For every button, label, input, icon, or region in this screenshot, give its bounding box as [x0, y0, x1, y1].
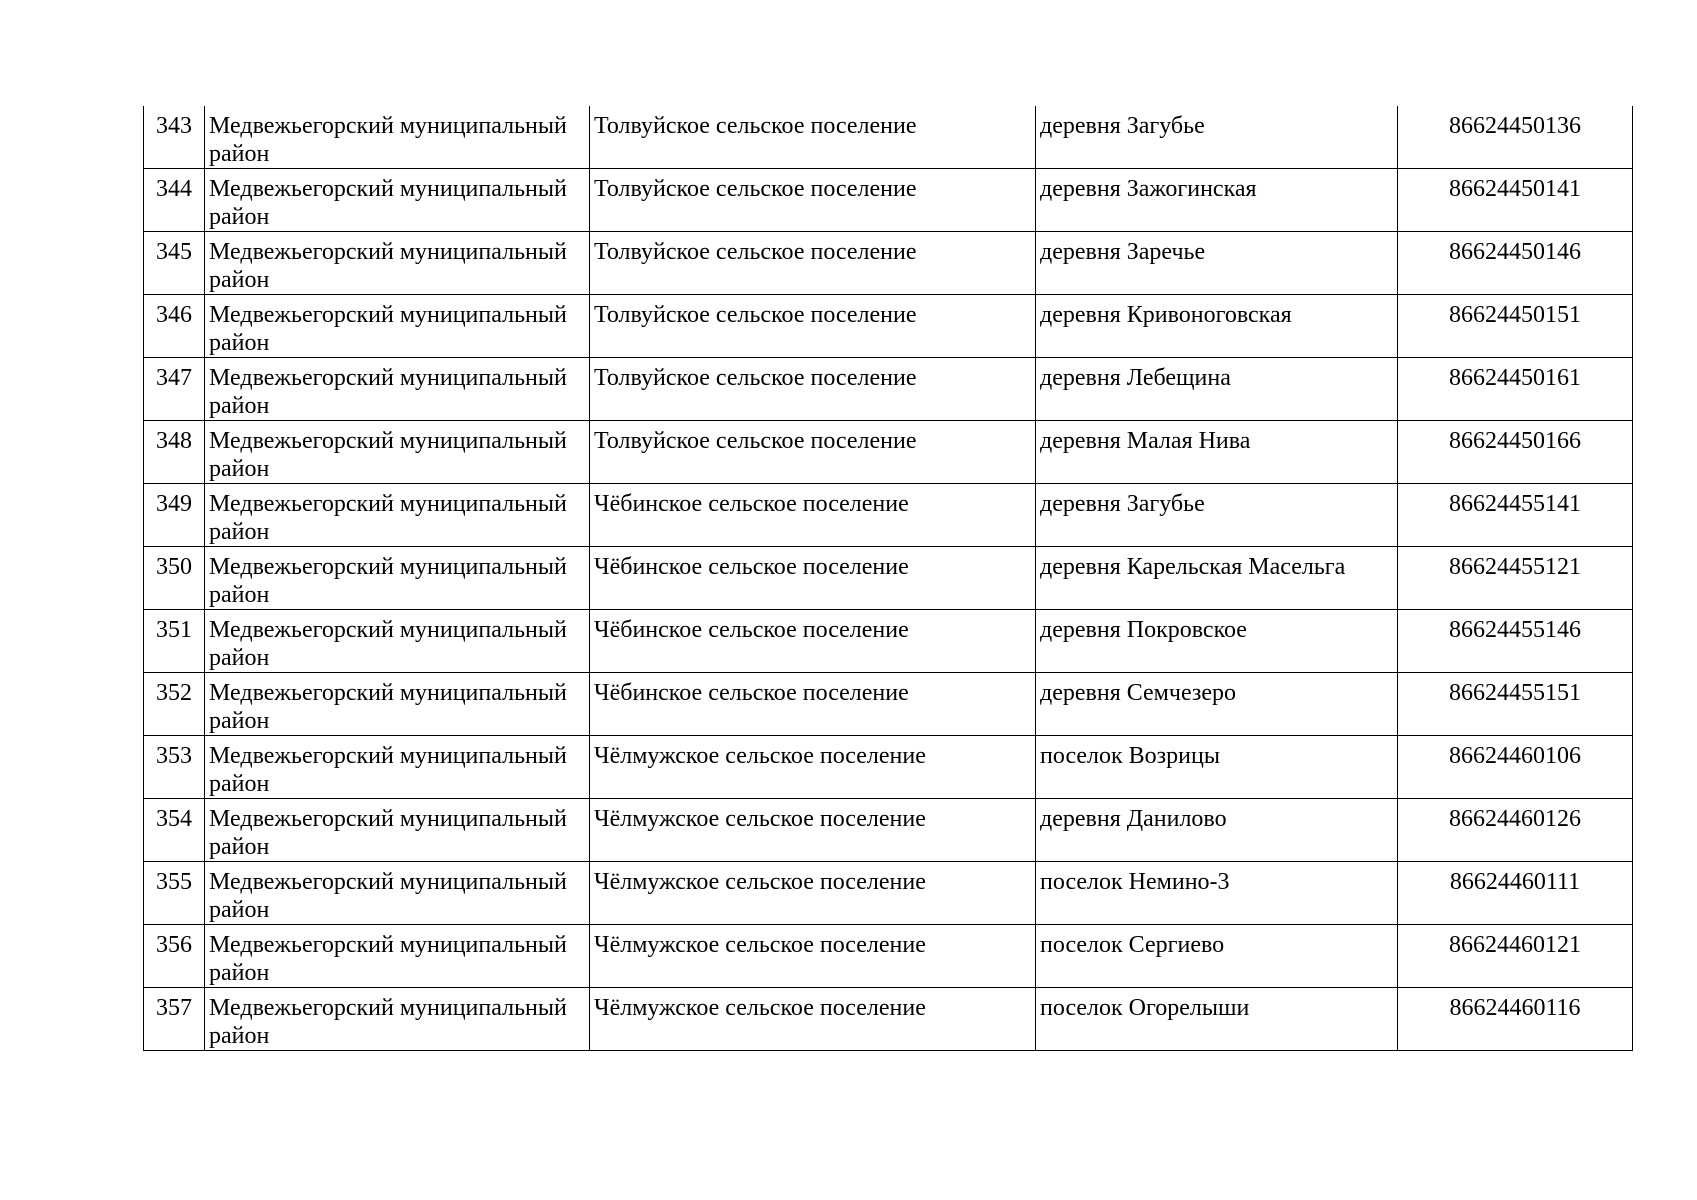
row-number: 351 [144, 610, 205, 673]
table-row [144, 862, 1633, 925]
locality-cell: поселок Немино-3 [1036, 862, 1398, 925]
table-row [144, 988, 1633, 1051]
row-number: 346 [144, 295, 205, 358]
row-number: 353 [144, 736, 205, 799]
oktmo-code-cell: 86624460116 [1398, 988, 1633, 1051]
row-number: 352 [144, 673, 205, 736]
locality-cell: деревня Покровское [1036, 610, 1398, 673]
oktmo-code-cell: 86624460111 [1398, 862, 1633, 925]
row-number: 350 [144, 547, 205, 610]
table-row [144, 673, 1633, 736]
table-row [144, 295, 1633, 358]
table-row [144, 610, 1633, 673]
locality-cell: поселок Возрицы [1036, 736, 1398, 799]
settlement-cell: Толвуйское сельское поселение [590, 169, 1036, 232]
settlement-cell: Чёлмужское сельское поселение [590, 862, 1036, 925]
settlement-cell: Чёбинское сельское поселение [590, 673, 1036, 736]
row-number: 357 [144, 988, 205, 1051]
locality-cell: деревня Загубье [1036, 484, 1398, 547]
district-cell: Медвежьегорский муниципальный район [205, 736, 590, 799]
locality-cell: деревня Семчезеро [1036, 673, 1398, 736]
settlement-cell: Толвуйское сельское поселение [590, 421, 1036, 484]
district-cell: Медвежьегорский муниципальный район [205, 862, 590, 925]
oktmo-code-cell: 86624450136 [1398, 106, 1633, 169]
row-number: 347 [144, 358, 205, 421]
settlement-cell: Чёлмужское сельское поселение [590, 799, 1036, 862]
table-row [144, 736, 1633, 799]
oktmo-code-cell: 86624450166 [1398, 421, 1633, 484]
oktmo-code-cell: 86624450141 [1398, 169, 1633, 232]
locality-cell: поселок Сергиево [1036, 925, 1398, 988]
settlement-cell: Чёлмужское сельское поселение [590, 925, 1036, 988]
district-cell: Медвежьегорский муниципальный район [205, 547, 590, 610]
district-cell: Медвежьегорский муниципальный район [205, 232, 590, 295]
locality-cell: поселок Огорелыши [1036, 988, 1398, 1051]
table-row [144, 106, 1633, 169]
row-number: 356 [144, 925, 205, 988]
row-number: 345 [144, 232, 205, 295]
table-row [144, 421, 1633, 484]
table-row [144, 358, 1633, 421]
oktmo-code-cell: 86624460126 [1398, 799, 1633, 862]
district-cell: Медвежьегорский муниципальный район [205, 106, 590, 169]
table-row [144, 232, 1633, 295]
settlement-cell: Толвуйское сельское поселение [590, 106, 1036, 169]
locality-cell: деревня Кривоноговская [1036, 295, 1398, 358]
oktmo-code-cell: 86624455146 [1398, 610, 1633, 673]
settlement-cell: Чёлмужское сельское поселение [590, 988, 1036, 1051]
settlement-cell: Чёбинское сельское поселение [590, 547, 1036, 610]
oktmo-code-cell: 86624455151 [1398, 673, 1633, 736]
district-cell: Медвежьегорский муниципальный район [205, 169, 590, 232]
settlement-cell: Толвуйское сельское поселение [590, 358, 1036, 421]
settlement-cell: Толвуйское сельское поселение [590, 232, 1036, 295]
settlements-table [143, 106, 1633, 1051]
row-number: 344 [144, 169, 205, 232]
oktmo-code-cell: 86624450161 [1398, 358, 1633, 421]
district-cell: Медвежьегорский муниципальный район [205, 484, 590, 547]
locality-cell: деревня Карельская Масельга [1036, 547, 1398, 610]
settlement-cell: Чёлмужское сельское поселение [590, 736, 1036, 799]
locality-cell: деревня Зажогинская [1036, 169, 1398, 232]
locality-cell: деревня Лебещина [1036, 358, 1398, 421]
table-row [144, 169, 1633, 232]
table-row [144, 484, 1633, 547]
settlement-cell: Чёбинское сельское поселение [590, 610, 1036, 673]
locality-cell: деревня Данилово [1036, 799, 1398, 862]
table-row [144, 925, 1633, 988]
district-cell: Медвежьегорский муниципальный район [205, 358, 590, 421]
district-cell: Медвежьегорский муниципальный район [205, 421, 590, 484]
district-cell: Медвежьегорский муниципальный район [205, 295, 590, 358]
table-body [144, 106, 1633, 1051]
row-number: 349 [144, 484, 205, 547]
oktmo-code-cell: 86624450146 [1398, 232, 1633, 295]
locality-cell: деревня Загубье [1036, 106, 1398, 169]
district-cell: Медвежьегорский муниципальный район [205, 673, 590, 736]
oktmo-code-cell: 86624460121 [1398, 925, 1633, 988]
oktmo-code-cell: 86624450151 [1398, 295, 1633, 358]
district-cell: Медвежьегорский муниципальный район [205, 610, 590, 673]
row-number: 354 [144, 799, 205, 862]
row-number: 348 [144, 421, 205, 484]
locality-cell: деревня Заречье [1036, 232, 1398, 295]
settlement-cell: Толвуйское сельское поселение [590, 295, 1036, 358]
district-cell: Медвежьегорский муниципальный район [205, 988, 590, 1051]
district-cell: Медвежьегорский муниципальный район [205, 925, 590, 988]
table-row [144, 547, 1633, 610]
district-cell: Медвежьегорский муниципальный район [205, 799, 590, 862]
locality-cell: деревня Малая Нива [1036, 421, 1398, 484]
table-row [144, 799, 1633, 862]
row-number: 355 [144, 862, 205, 925]
oktmo-code-cell: 86624455121 [1398, 547, 1633, 610]
settlement-cell: Чёбинское сельское поселение [590, 484, 1036, 547]
oktmo-code-cell: 86624455141 [1398, 484, 1633, 547]
row-number: 343 [144, 106, 205, 169]
oktmo-code-cell: 86624460106 [1398, 736, 1633, 799]
